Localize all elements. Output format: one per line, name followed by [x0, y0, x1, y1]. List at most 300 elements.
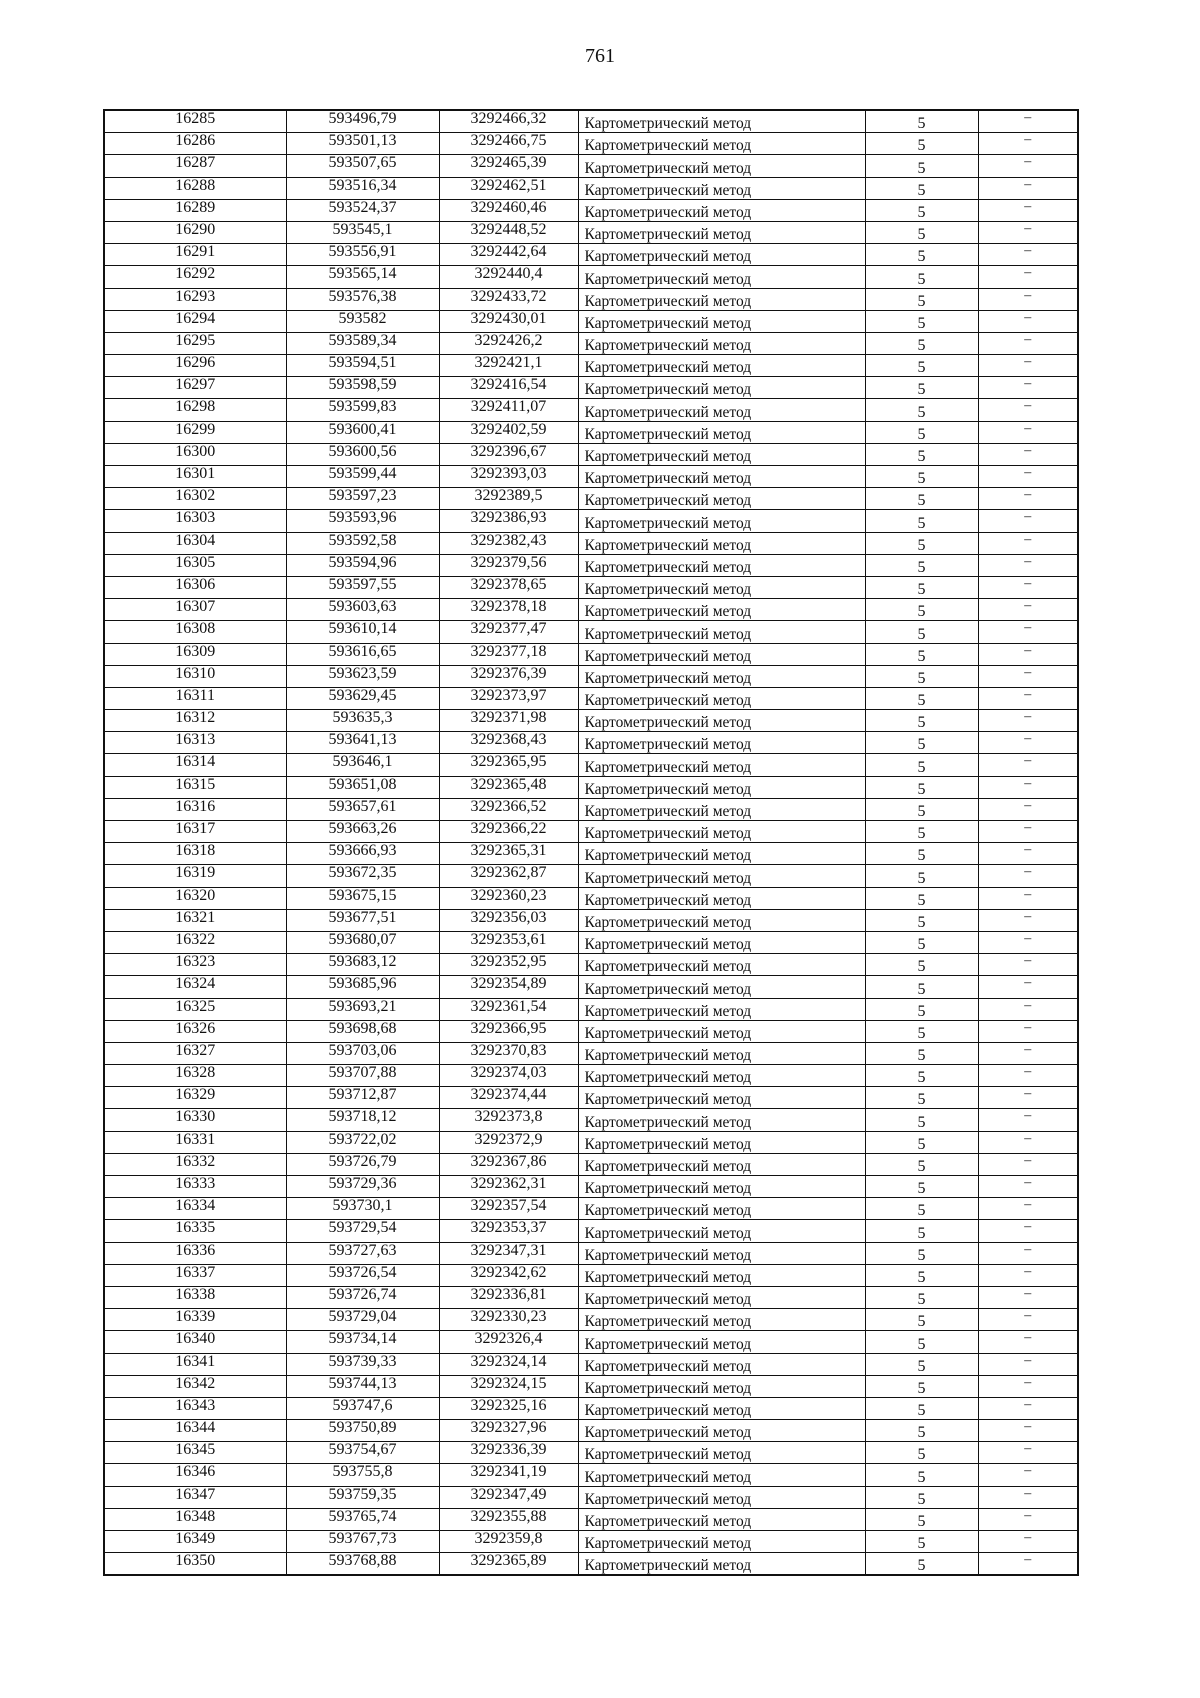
point-number-cell: 16306 — [104, 576, 286, 598]
point-number-cell: 16350 — [104, 1553, 286, 1576]
note-cell: – — [978, 976, 1078, 998]
note-cell: – — [978, 1531, 1078, 1553]
y-coordinate-cell: 3292402,59 — [439, 421, 578, 443]
accuracy-cell: 5 — [865, 332, 978, 354]
point-number-cell: 16318 — [104, 843, 286, 865]
y-coordinate-cell: 3292368,43 — [439, 732, 578, 754]
x-coordinate-cell: 593722,02 — [286, 1131, 439, 1153]
x-coordinate-cell: 593693,21 — [286, 998, 439, 1020]
table-row — [104, 1198, 1078, 1220]
method-cell: Картометрический метод — [578, 421, 865, 443]
table-row — [104, 576, 1078, 598]
x-coordinate-cell: 593496,79 — [286, 110, 439, 133]
method-cell: Картометрический метод — [578, 1397, 865, 1419]
y-coordinate-cell: 3292382,43 — [439, 532, 578, 554]
x-coordinate-cell: 593666,93 — [286, 843, 439, 865]
note-cell: – — [978, 1087, 1078, 1109]
table-row — [104, 332, 1078, 354]
accuracy-cell: 5 — [865, 954, 978, 976]
table-row — [104, 1065, 1078, 1087]
accuracy-cell: 5 — [865, 1020, 978, 1042]
y-coordinate-cell: 3292367,86 — [439, 1153, 578, 1175]
method-cell: Картометрический метод — [578, 710, 865, 732]
y-coordinate-cell: 3292330,23 — [439, 1309, 578, 1331]
y-coordinate-cell: 3292416,54 — [439, 377, 578, 399]
accuracy-cell: 5 — [865, 177, 978, 199]
y-coordinate-cell: 3292442,64 — [439, 244, 578, 266]
method-cell: Картометрический метод — [578, 355, 865, 377]
note-cell: – — [978, 998, 1078, 1020]
y-coordinate-cell: 3292347,49 — [439, 1486, 578, 1508]
note-cell: – — [978, 1353, 1078, 1375]
x-coordinate-cell: 593545,1 — [286, 221, 439, 243]
x-coordinate-cell: 593592,58 — [286, 532, 439, 554]
method-cell: Картометрический метод — [578, 798, 865, 820]
y-coordinate-cell: 3292362,87 — [439, 865, 578, 887]
method-cell: Картометрический метод — [578, 1220, 865, 1242]
y-coordinate-cell: 3292365,95 — [439, 754, 578, 776]
note-cell: – — [978, 843, 1078, 865]
method-cell: Картометрический метод — [578, 1508, 865, 1530]
x-coordinate-cell: 593755,8 — [286, 1464, 439, 1486]
x-coordinate-cell: 593677,51 — [286, 909, 439, 931]
page-number: 761 — [585, 45, 615, 67]
note-cell: – — [978, 288, 1078, 310]
accuracy-cell: 5 — [865, 377, 978, 399]
note-cell: – — [978, 1264, 1078, 1286]
x-coordinate-cell: 593576,38 — [286, 288, 439, 310]
x-coordinate-cell: 593750,89 — [286, 1420, 439, 1442]
table-row — [104, 1176, 1078, 1198]
accuracy-cell: 5 — [865, 266, 978, 288]
point-number-cell: 16326 — [104, 1020, 286, 1042]
method-cell: Картометрический метод — [578, 599, 865, 621]
note-cell: – — [978, 244, 1078, 266]
table-row — [104, 221, 1078, 243]
point-number-cell: 16347 — [104, 1486, 286, 1508]
table-row — [104, 643, 1078, 665]
x-coordinate-cell: 593599,44 — [286, 466, 439, 488]
method-cell: Картометрический метод — [578, 1286, 865, 1308]
table-row — [104, 155, 1078, 177]
point-number-cell: 16329 — [104, 1087, 286, 1109]
y-coordinate-cell: 3292379,56 — [439, 554, 578, 576]
note-cell: – — [978, 687, 1078, 709]
y-coordinate-cell: 3292353,37 — [439, 1220, 578, 1242]
point-number-cell: 16285 — [104, 110, 286, 133]
y-coordinate-cell: 3292341,19 — [439, 1464, 578, 1486]
y-coordinate-cell: 3292361,54 — [439, 998, 578, 1020]
y-coordinate-cell: 3292352,95 — [439, 954, 578, 976]
table-row — [104, 377, 1078, 399]
method-cell: Картометрический метод — [578, 665, 865, 687]
note-cell: – — [978, 887, 1078, 909]
y-coordinate-cell: 3292342,62 — [439, 1264, 578, 1286]
point-number-cell: 16287 — [104, 155, 286, 177]
table-row — [104, 865, 1078, 887]
x-coordinate-cell: 593597,55 — [286, 576, 439, 598]
point-number-cell: 16321 — [104, 909, 286, 931]
table-row — [104, 199, 1078, 221]
x-coordinate-cell: 593680,07 — [286, 931, 439, 953]
x-coordinate-cell: 593759,35 — [286, 1486, 439, 1508]
accuracy-cell: 5 — [865, 1153, 978, 1175]
note-cell: – — [978, 221, 1078, 243]
method-cell: Картометрический метод — [578, 887, 865, 909]
point-number-cell: 16315 — [104, 776, 286, 798]
table-row — [104, 443, 1078, 465]
point-number-cell: 16303 — [104, 510, 286, 532]
method-cell: Картометрический метод — [578, 1309, 865, 1331]
y-coordinate-cell: 3292377,18 — [439, 643, 578, 665]
point-number-cell: 16293 — [104, 288, 286, 310]
y-coordinate-cell: 3292365,89 — [439, 1553, 578, 1576]
point-number-cell: 16309 — [104, 643, 286, 665]
note-cell: – — [978, 665, 1078, 687]
accuracy-cell: 5 — [865, 443, 978, 465]
accuracy-cell: 5 — [865, 710, 978, 732]
note-cell: – — [978, 1198, 1078, 1220]
point-number-cell: 16304 — [104, 532, 286, 554]
x-coordinate-cell: 593726,74 — [286, 1286, 439, 1308]
accuracy-cell: 5 — [865, 1198, 978, 1220]
accuracy-cell: 5 — [865, 1508, 978, 1530]
table-row — [104, 355, 1078, 377]
table-row — [104, 1042, 1078, 1064]
accuracy-cell: 5 — [865, 865, 978, 887]
accuracy-cell: 5 — [865, 466, 978, 488]
method-cell: Картометрический метод — [578, 576, 865, 598]
table-row — [104, 776, 1078, 798]
accuracy-cell: 5 — [865, 1087, 978, 1109]
accuracy-cell: 5 — [865, 1131, 978, 1153]
method-cell: Картометрический метод — [578, 865, 865, 887]
method-cell: Картометрический метод — [578, 1065, 865, 1087]
method-cell: Картометрический метод — [578, 1109, 865, 1131]
point-number-cell: 16320 — [104, 887, 286, 909]
table-row — [104, 510, 1078, 532]
x-coordinate-cell: 593603,63 — [286, 599, 439, 621]
table-row — [104, 976, 1078, 998]
point-number-cell: 16290 — [104, 221, 286, 243]
note-cell: – — [978, 1220, 1078, 1242]
method-cell: Картометрический метод — [578, 1087, 865, 1109]
x-coordinate-cell: 593703,06 — [286, 1042, 439, 1064]
table-row — [104, 399, 1078, 421]
note-cell: – — [978, 1065, 1078, 1087]
table-row — [104, 1464, 1078, 1486]
y-coordinate-cell: 3292356,03 — [439, 909, 578, 931]
method-cell: Картометрический метод — [578, 466, 865, 488]
table-row — [104, 288, 1078, 310]
x-coordinate-cell: 593726,79 — [286, 1153, 439, 1175]
note-cell: – — [978, 710, 1078, 732]
point-number-cell: 16312 — [104, 710, 286, 732]
note-cell: – — [978, 1397, 1078, 1419]
accuracy-cell: 5 — [865, 776, 978, 798]
accuracy-cell: 5 — [865, 510, 978, 532]
accuracy-cell: 5 — [865, 687, 978, 709]
y-coordinate-cell: 3292396,67 — [439, 443, 578, 465]
y-coordinate-cell: 3292374,03 — [439, 1065, 578, 1087]
x-coordinate-cell: 593507,65 — [286, 155, 439, 177]
point-number-cell: 16342 — [104, 1375, 286, 1397]
note-cell: – — [978, 1153, 1078, 1175]
method-cell: Картометрический метод — [578, 732, 865, 754]
y-coordinate-cell: 3292433,72 — [439, 288, 578, 310]
table-row — [104, 1087, 1078, 1109]
accuracy-cell: 5 — [865, 576, 978, 598]
method-cell: Картометрический метод — [578, 177, 865, 199]
y-coordinate-cell: 3292365,31 — [439, 843, 578, 865]
y-coordinate-cell: 3292465,39 — [439, 155, 578, 177]
note-cell: – — [978, 443, 1078, 465]
method-cell: Картометрический метод — [578, 1042, 865, 1064]
method-cell: Картометрический метод — [578, 310, 865, 332]
point-number-cell: 16335 — [104, 1220, 286, 1242]
table-row — [104, 1553, 1078, 1576]
accuracy-cell: 5 — [865, 1486, 978, 1508]
point-number-cell: 16299 — [104, 421, 286, 443]
point-number-cell: 16294 — [104, 310, 286, 332]
table-row — [104, 1131, 1078, 1153]
y-coordinate-cell: 3292374,44 — [439, 1087, 578, 1109]
accuracy-cell: 5 — [865, 643, 978, 665]
accuracy-cell: 5 — [865, 1242, 978, 1264]
y-coordinate-cell: 3292324,15 — [439, 1375, 578, 1397]
point-number-cell: 16311 — [104, 687, 286, 709]
x-coordinate-cell: 593767,73 — [286, 1531, 439, 1553]
point-number-cell: 16310 — [104, 665, 286, 687]
y-coordinate-cell: 3292336,81 — [439, 1286, 578, 1308]
x-coordinate-cell: 593768,88 — [286, 1553, 439, 1576]
accuracy-cell: 5 — [865, 1531, 978, 1553]
point-number-cell: 16297 — [104, 377, 286, 399]
point-number-cell: 16344 — [104, 1420, 286, 1442]
y-coordinate-cell: 3292355,88 — [439, 1508, 578, 1530]
note-cell: – — [978, 865, 1078, 887]
table-row — [104, 177, 1078, 199]
note-cell: – — [978, 177, 1078, 199]
note-cell: – — [978, 554, 1078, 576]
point-number-cell: 16288 — [104, 177, 286, 199]
point-number-cell: 16292 — [104, 266, 286, 288]
method-cell: Картометрический метод — [578, 399, 865, 421]
note-cell: – — [978, 599, 1078, 621]
note-cell: – — [978, 310, 1078, 332]
table-row — [104, 1353, 1078, 1375]
method-cell: Картометрический метод — [578, 377, 865, 399]
y-coordinate-cell: 3292386,93 — [439, 510, 578, 532]
method-cell: Картометрический метод — [578, 843, 865, 865]
note-cell: – — [978, 954, 1078, 976]
x-coordinate-cell: 593516,34 — [286, 177, 439, 199]
note-cell: – — [978, 754, 1078, 776]
accuracy-cell: 5 — [865, 599, 978, 621]
table-row — [104, 466, 1078, 488]
point-number-cell: 16317 — [104, 821, 286, 843]
method-cell: Картометрический метод — [578, 1442, 865, 1464]
method-cell: Картометрический метод — [578, 199, 865, 221]
x-coordinate-cell: 593657,61 — [286, 798, 439, 820]
method-cell: Картометрический метод — [578, 687, 865, 709]
note-cell: – — [978, 931, 1078, 953]
y-coordinate-cell: 3292366,52 — [439, 798, 578, 820]
table-row — [104, 554, 1078, 576]
x-coordinate-cell: 593589,34 — [286, 332, 439, 354]
note-cell: – — [978, 1486, 1078, 1508]
method-cell: Картометрический метод — [578, 1020, 865, 1042]
table-row — [104, 421, 1078, 443]
accuracy-cell: 5 — [865, 399, 978, 421]
point-number-cell: 16346 — [104, 1464, 286, 1486]
x-coordinate-cell: 593747,6 — [286, 1397, 439, 1419]
point-number-cell: 16289 — [104, 199, 286, 221]
method-cell: Картометрический метод — [578, 976, 865, 998]
y-coordinate-cell: 3292372,9 — [439, 1131, 578, 1153]
point-number-cell: 16324 — [104, 976, 286, 998]
table-row — [104, 1242, 1078, 1264]
method-cell: Картометрический метод — [578, 1198, 865, 1220]
x-coordinate-cell: 593734,14 — [286, 1331, 439, 1353]
x-coordinate-cell: 593600,56 — [286, 443, 439, 465]
method-cell: Картометрический метод — [578, 1264, 865, 1286]
point-number-cell: 16327 — [104, 1042, 286, 1064]
point-number-cell: 16308 — [104, 621, 286, 643]
x-coordinate-cell: 593754,67 — [286, 1442, 439, 1464]
point-number-cell: 16337 — [104, 1264, 286, 1286]
point-number-cell: 16314 — [104, 754, 286, 776]
table-row — [104, 909, 1078, 931]
method-cell: Картометрический метод — [578, 1242, 865, 1264]
point-number-cell: 16348 — [104, 1508, 286, 1530]
point-number-cell: 16301 — [104, 466, 286, 488]
table-row — [104, 954, 1078, 976]
point-number-cell: 16328 — [104, 1065, 286, 1087]
x-coordinate-cell: 593610,14 — [286, 621, 439, 643]
accuracy-cell: 5 — [865, 976, 978, 998]
y-coordinate-cell: 3292430,01 — [439, 310, 578, 332]
note-cell: – — [978, 1176, 1078, 1198]
point-number-cell: 16305 — [104, 554, 286, 576]
method-cell: Картометрический метод — [578, 133, 865, 155]
method-cell: Картометрический метод — [578, 754, 865, 776]
y-coordinate-cell: 3292378,65 — [439, 576, 578, 598]
y-coordinate-cell: 3292389,5 — [439, 488, 578, 510]
accuracy-cell: 5 — [865, 1286, 978, 1308]
table-row — [104, 1153, 1078, 1175]
x-coordinate-cell: 593726,54 — [286, 1264, 439, 1286]
note-cell: – — [978, 576, 1078, 598]
note-cell: – — [978, 532, 1078, 554]
method-cell: Картометрический метод — [578, 1375, 865, 1397]
method-cell: Картометрический метод — [578, 266, 865, 288]
note-cell: – — [978, 909, 1078, 931]
table-row — [104, 998, 1078, 1020]
y-coordinate-cell: 3292440,4 — [439, 266, 578, 288]
table-row — [104, 1220, 1078, 1242]
table-row — [104, 310, 1078, 332]
y-coordinate-cell: 3292371,98 — [439, 710, 578, 732]
note-cell: – — [978, 510, 1078, 532]
x-coordinate-cell: 593765,74 — [286, 1508, 439, 1530]
coordinates-table — [103, 109, 1079, 1576]
table-row — [104, 1420, 1078, 1442]
table-row — [104, 1020, 1078, 1042]
y-coordinate-cell: 3292460,46 — [439, 199, 578, 221]
note-cell: – — [978, 266, 1078, 288]
x-coordinate-cell: 593565,14 — [286, 266, 439, 288]
x-coordinate-cell: 593593,96 — [286, 510, 439, 532]
accuracy-cell: 5 — [865, 1442, 978, 1464]
y-coordinate-cell: 3292366,95 — [439, 1020, 578, 1042]
x-coordinate-cell: 593739,33 — [286, 1353, 439, 1375]
y-coordinate-cell: 3292360,23 — [439, 887, 578, 909]
point-number-cell: 16343 — [104, 1397, 286, 1419]
x-coordinate-cell: 593683,12 — [286, 954, 439, 976]
y-coordinate-cell: 3292353,61 — [439, 931, 578, 953]
table-row — [104, 1508, 1078, 1530]
accuracy-cell: 5 — [865, 133, 978, 155]
table-row — [104, 1375, 1078, 1397]
note-cell: – — [978, 355, 1078, 377]
x-coordinate-cell: 593663,26 — [286, 821, 439, 843]
point-number-cell: 16302 — [104, 488, 286, 510]
note-cell: – — [978, 399, 1078, 421]
accuracy-cell: 5 — [865, 1553, 978, 1576]
note-cell: – — [978, 776, 1078, 798]
accuracy-cell: 5 — [865, 532, 978, 554]
table-row — [104, 532, 1078, 554]
point-number-cell: 16291 — [104, 244, 286, 266]
point-number-cell: 16332 — [104, 1153, 286, 1175]
x-coordinate-cell: 593727,63 — [286, 1242, 439, 1264]
y-coordinate-cell: 3292359,8 — [439, 1531, 578, 1553]
x-coordinate-cell: 593744,13 — [286, 1375, 439, 1397]
note-cell: – — [978, 1420, 1078, 1442]
point-number-cell: 16298 — [104, 399, 286, 421]
y-coordinate-cell: 3292327,96 — [439, 1420, 578, 1442]
table-row — [104, 732, 1078, 754]
method-cell: Картометрический метод — [578, 554, 865, 576]
point-number-cell: 16313 — [104, 732, 286, 754]
note-cell: – — [978, 798, 1078, 820]
y-coordinate-cell: 3292354,89 — [439, 976, 578, 998]
accuracy-cell: 5 — [865, 355, 978, 377]
x-coordinate-cell: 593501,13 — [286, 133, 439, 155]
accuracy-cell: 5 — [865, 421, 978, 443]
y-coordinate-cell: 3292426,2 — [439, 332, 578, 354]
y-coordinate-cell: 3292324,14 — [439, 1353, 578, 1375]
x-coordinate-cell: 593729,54 — [286, 1220, 439, 1242]
accuracy-cell: 5 — [865, 1042, 978, 1064]
note-cell: – — [978, 155, 1078, 177]
accuracy-cell: 5 — [865, 732, 978, 754]
x-coordinate-cell: 593616,65 — [286, 643, 439, 665]
note-cell: – — [978, 732, 1078, 754]
method-cell: Картометрический метод — [578, 1176, 865, 1198]
point-number-cell: 16349 — [104, 1531, 286, 1553]
point-number-cell: 16340 — [104, 1331, 286, 1353]
point-number-cell: 16336 — [104, 1242, 286, 1264]
note-cell: – — [978, 1442, 1078, 1464]
note-cell: – — [978, 1286, 1078, 1308]
y-coordinate-cell: 3292462,51 — [439, 177, 578, 199]
note-cell: – — [978, 1553, 1078, 1576]
y-coordinate-cell: 3292373,97 — [439, 687, 578, 709]
point-number-cell: 16330 — [104, 1109, 286, 1131]
note-cell: – — [978, 110, 1078, 133]
